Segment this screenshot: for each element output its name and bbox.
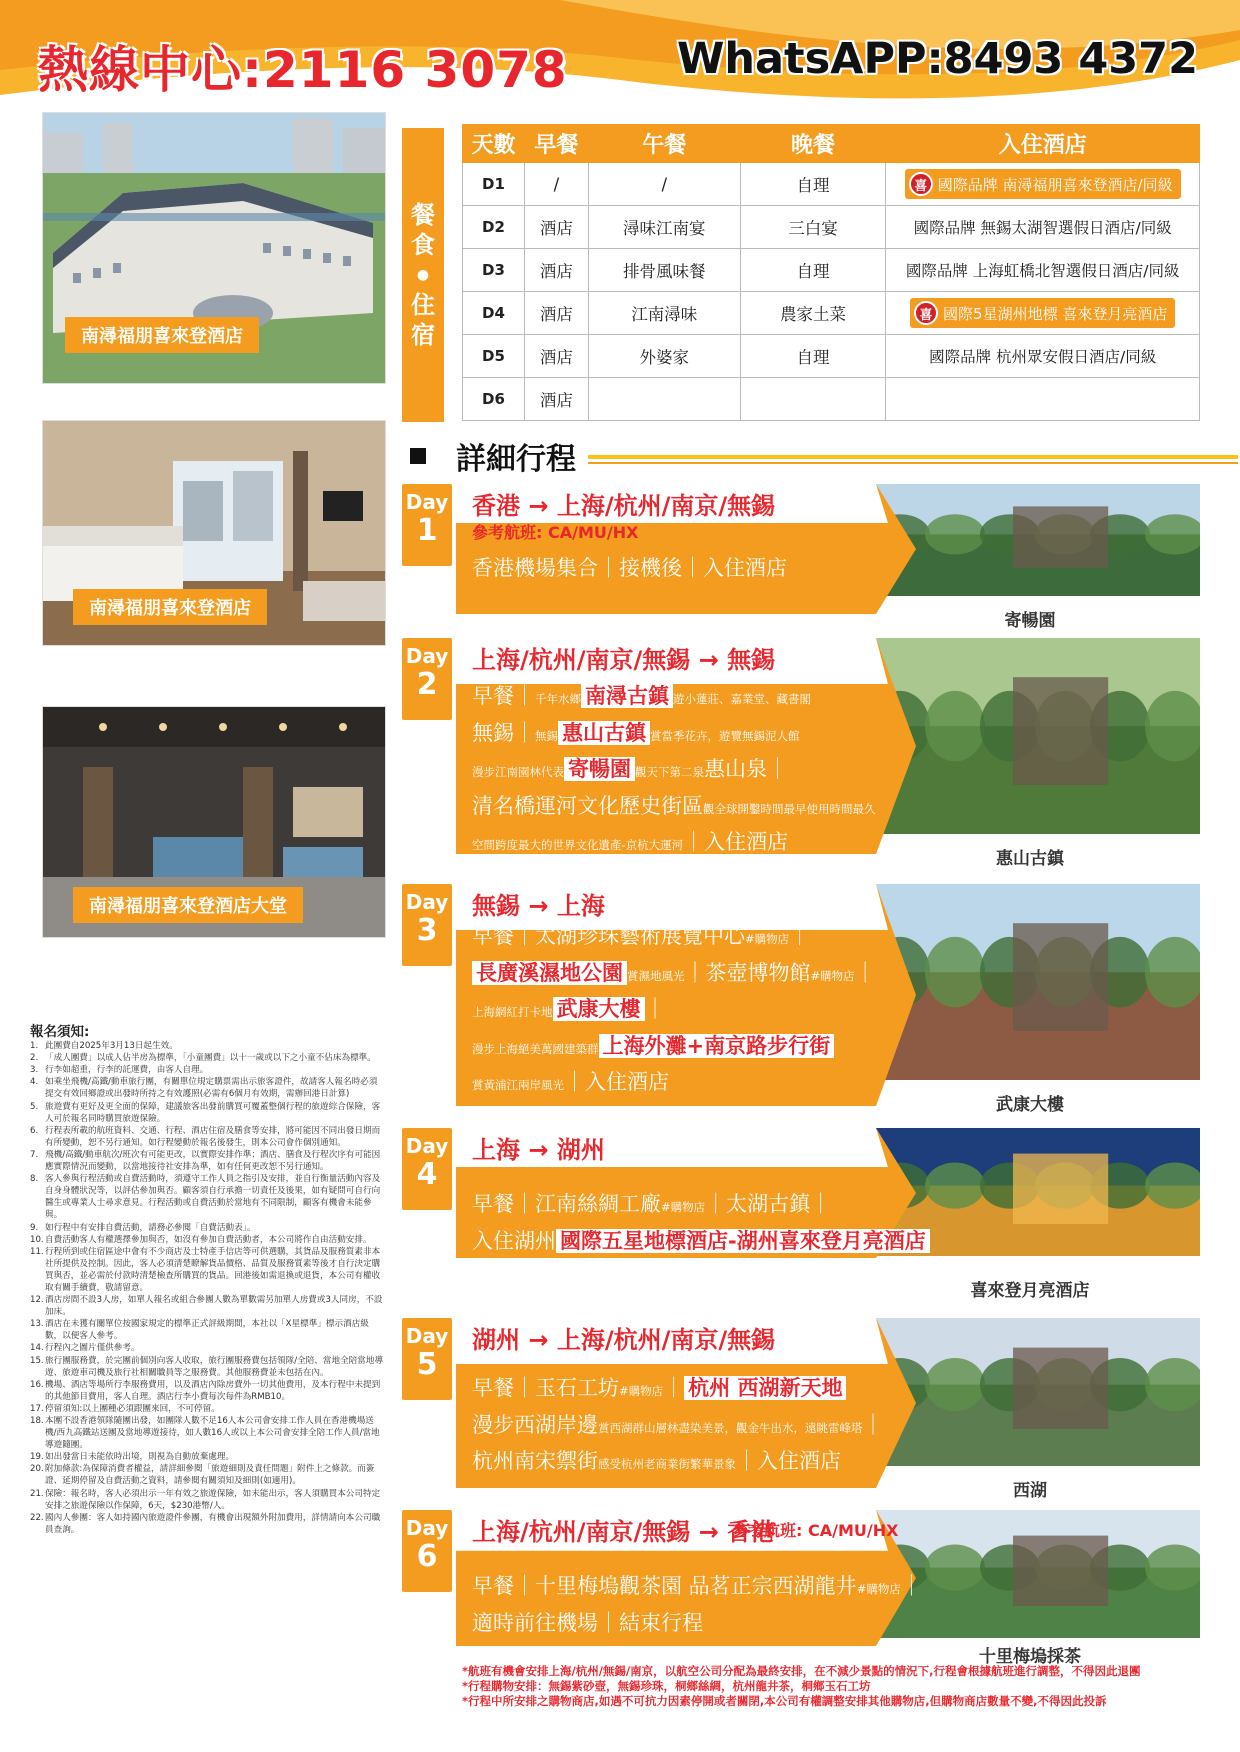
day-line [472,1066,876,1103]
day-badge-number: 3 [416,913,438,948]
hotel-logo-icon: 喜 [909,172,933,196]
note-item: 18. 本團不設香港領隊隨團出發，如團隊人數不足16人本公司會安排工作人員在香港機場送機/西九高鐵站送團及當地導遊接待，如人數16人或以上本公司會安排全陪工作人員/當地導遊隨團。 [30,1416,380,1451]
day-badge-number: 5 [416,1347,438,1382]
highlight-attraction: 寄暢園 [564,757,635,781]
day-text: 適時前往機場｜結束行程 [472,1610,703,1635]
meal-day-cell: D6 [463,378,525,421]
day-line [472,753,876,790]
day-badge [402,638,452,720]
meal-dinner-cell [740,378,886,421]
day-badge-label: Day [405,1516,449,1540]
day-text: 早餐｜太湖珍珠藝術展覽中心 [472,924,745,948]
day-text: 賞西湖群山層林盡染美景，觀金牛出水，遠眺雷峰塔 [598,1420,863,1435]
day-description [472,1570,922,1640]
day-text: #購物店 [661,1200,706,1214]
day-block [402,484,1200,631]
meal-breakfast-cell: 酒店 [524,378,588,421]
day-text: ｜茶壺博物館 [684,960,811,985]
hotel-exterior-photo [42,112,386,384]
meal-hotel-cell [886,335,1200,378]
day-flight-ref: 參考航班: CA/MU/HX [732,1521,899,1540]
day-line [472,1409,884,1446]
hotel-lobby-photo [42,706,386,938]
itinerary-heading-text: 詳細行程 [456,442,576,477]
meal-side-char: ● [416,267,430,283]
heading-rule [588,455,1238,459]
day-text: 觀天下第二泉 [635,765,704,779]
hotel-room-photo [42,420,386,646]
day-text: #購物店 [810,968,855,983]
day-block [402,1318,1200,1501]
day-badge-label: Day [405,1134,449,1158]
meal-day-cell: D5 [463,335,525,378]
day-text: 早餐｜十里梅塢觀茶園 品茗正宗西湖龍井 [472,1574,857,1598]
day-line [472,957,876,994]
meal-hotel-cell [886,378,1200,421]
day-text: 空間跨度最大的世界文化遺產-京杭大運河 [472,838,684,852]
day-line [472,993,876,1030]
meal-hotel-cell [886,206,1200,249]
day-title: 無錫 → 上海 [472,892,605,920]
note-item: 12. 酒店房間不設3人房，如單人報名或組合參團人數為單數需另加單人房費或3人同房，不設加床。 [30,1295,383,1318]
day-line [472,680,876,717]
footer-note-line: *航班有機會安排上海/杭州/無錫/南京，以航空公司分配為最終安排，在不減少景點的情況下,行程會根據航班進行調整，不得因此退團 [462,1664,1141,1678]
day-line [472,1607,922,1641]
meal-lunch-cell: 江南潯味 [588,292,740,335]
meal-day-cell: D3 [463,249,525,292]
day-photo-label: 武康大樓 [996,1095,1064,1115]
day-text: 早餐｜玉石工坊 [472,1376,619,1400]
day-badge [402,884,452,966]
notes-list [30,1040,384,1536]
day-text: ｜ [644,997,666,1021]
note-item: 20. 附加條款:為保障消費者權益，請詳細參閱「旅遊細則及責任問題」附件上之條款。而簽證、延期停留及自費活動之資料，請參閱有關須知及細則(如適用)。 [30,1464,375,1487]
day-line [472,826,876,863]
day-text: ｜ [862,1412,884,1437]
day-block [402,1128,1200,1301]
highlight-attraction: 武康大樓 [553,997,645,1021]
meal-table-body [463,163,1200,421]
day-text: ｜太湖古鎮｜ [705,1192,832,1216]
photo-caption: 南潯福朋喜來登酒店大堂 [73,887,303,923]
meal-row [463,378,1200,421]
notes-title: 報名須知: [30,1024,90,1040]
meal-lunch-cell: 潯味江南宴 [588,206,740,249]
meal-dinner-cell: 農家土菜 [740,292,886,335]
meal-lunch-cell: 外婆家 [588,335,740,378]
meal-day-cell: D4 [463,292,525,335]
hotel-name: 國際品牌 杭州眾安假日酒店/同級 [929,348,1157,366]
hotline-number: 熱線中心:2116 3078 [38,41,568,99]
day-text: ｜ [900,1574,922,1598]
note-item: 17. 停留須知:以上團種必須跟團來回，不可停留。 [30,1403,220,1414]
meal-side-char: 餐 [411,201,435,229]
day-text: 早餐｜ [472,684,535,708]
day-line [472,717,876,754]
day-text: 無錫 [535,728,558,743]
day-badge [402,484,452,566]
day-line [472,552,787,586]
day-description [472,680,876,863]
day-badge [402,1318,452,1400]
meal-breakfast-cell: 酒店 [524,249,588,292]
day-photo-label: 喜來登月亮酒店 [970,1281,1090,1301]
hotel-logo-icon: 喜 [914,301,938,325]
meal-hotel-cell [886,292,1200,335]
highlight-attraction: 杭州 西湖新天地 [684,1376,846,1400]
day-text: ｜入住酒店 [736,1449,841,1473]
day-text: 賞濕地風光 [627,968,685,983]
meal-breakfast-cell: 酒店 [524,335,588,378]
meal-hotel-cell [886,163,1200,206]
meal-row [463,206,1200,249]
note-item: 5. 旅遊費有更好及更全面的保障，建議旅客出發前購買可覆蓋整個行程的旅遊綜合保險，客人可於報名同時購買旅遊保險。 [30,1101,381,1124]
featured-hotel-tag [905,169,1181,199]
day-line [472,1445,884,1482]
day-text: 香港機場集合｜接機後｜入住酒店 [472,556,787,580]
day-text: 惠山泉｜ [704,757,788,781]
photo-caption: 南潯福朋喜來登酒店 [73,589,267,625]
day-text: 遊小蓮莊、嘉業堂、藏書閣 [673,692,811,706]
day-text: ｜ [789,924,811,948]
day-block [402,1510,1200,1667]
day-title: 上海 → 湖州 [472,1136,605,1164]
day-photo-label: 寄暢園 [1004,611,1056,631]
day-text: ｜ [663,1376,685,1400]
day-block [402,638,1200,869]
day-block [402,884,1200,1115]
day-badge-number: 6 [416,1539,438,1574]
note-item: 14. 行程內之圖片僅供參考。 [30,1343,140,1354]
day-line [472,1372,884,1409]
col-header-day: 天數 [463,125,525,163]
day-line [472,790,876,827]
note-item: 4. 如乘坐飛機/高鐵/動車旅行團，有關單位規定購票需出示旅客證件，故請客人報名時必須提交有效回鄉證或出發時所持之有效護照(必需有6個月有效期，需辦回港日計算) [30,1077,378,1100]
note-item: 10. 自費活動客人有權選擇參加與否，如沒有參加自費活動者，本公司將作自由活動安排。 [30,1234,372,1245]
featured-hotel-tag [910,298,1175,328]
note-item: 3. 行李如超重，行李的託運費，由客人自理。 [30,1065,209,1076]
meal-lunch-cell [588,378,740,421]
note-item: 19. 如出發當日未能依時出境，則視為自動放棄處理。 [30,1452,235,1463]
meal-dinner-cell: 自理 [740,335,886,378]
meal-side-char: 食 [411,231,435,259]
day-text: 入住湖州 [472,1228,556,1253]
day-text: 可自由漫步太湖岸邊，賞太湖風光 [472,1262,787,1286]
day-text: ｜入住酒店 [683,830,789,854]
note-item: 16. 機場、酒店等場所行李服務費用，以及酒店內除房費外一切其他費用，及本行程中未提到的其他節目費用，客人自理。酒店行李小費每次每件為RMB10。 [30,1379,381,1402]
col-header-hotel: 入住酒店 [886,125,1200,163]
footer-note-line: *行程購物安排：無錫紫砂壺，無錫珍珠，桐鄉絲綢，杭州龍井茶，桐鄉玉石工坊 [462,1679,871,1693]
day-line [472,1570,922,1607]
note-item: 8. 客人參與行程活動或自費活動時，須遵守工作人員之指引及安排，並自行衡量活動內容及自身身體狀況等，以評估參加與否。顧客須自行承擔一切責任及後果，如有疑問可自行向醫生或專業人士尋求意見。行程活動或自費活動於當地有不同限制，顧客有機會未能參與。 [30,1174,381,1221]
square-bullet-icon [410,448,426,464]
col-header-breakfast: 早餐 [524,125,588,163]
meal-lunch-cell: 排骨風味餐 [588,249,740,292]
day-text: 賞當季花卉，遊覽無錫泥人館 [650,728,800,743]
day-text: 感受杭州老商業街繁華景象 [598,1457,736,1471]
day-line [472,920,876,957]
day-photo-label: 十里梅塢採茶 [979,1647,1081,1667]
day-badge-number: 4 [416,1157,438,1192]
footer-notes [462,1664,1202,1709]
day-text: 無錫｜ [472,720,535,745]
day-description [472,552,787,586]
footer-note-line: *行程中所安排之購物商店,如遇不可抗力因素停開或者關閉,本公司有權調整安排其他購物店,但購物商店數量不變,不得因此投訴 [462,1694,1107,1708]
day-text: 漫步西湖岸邊 [472,1412,598,1437]
day-photo-label: 惠山古鎮 [996,849,1064,869]
day-badge [402,1128,452,1210]
col-header-dinner: 晚餐 [740,125,886,163]
day-text: 上海網紅打卡地 [472,1005,553,1019]
meal-row [463,163,1200,206]
meal-hotel-cell [886,249,1200,292]
itinerary-heading [410,434,576,478]
day-badge-label: Day [405,890,449,914]
day-title: 湖州 → 上海/杭州/南京/無錫 [472,1326,776,1354]
day-line [472,1188,930,1225]
meal-table-header [463,125,1200,163]
note-item: 21. 保險：報名時，客人必須出示一年有效之旅遊保險，如未能出示，客人須購買本公司特定安排之旅遊保險以作保障，6天，$230港幣/人。 [30,1488,381,1511]
day-title: 上海/杭州/南京/無錫 → 無錫 [472,646,776,674]
day-badge-label: Day [405,1324,449,1348]
highlight-attraction: 惠山古鎮 [558,721,650,745]
day-badge-number: 2 [416,667,438,702]
day-photo-label: 西湖 [1013,1481,1047,1501]
hotel-name: 國際品牌 上海虹橋北智選假日酒店/同級 [905,262,1180,280]
day-flight-ref: 參考航班: CA/MU/HX [472,523,639,542]
meal-row [463,335,1200,378]
day-description [472,1372,884,1482]
day-text: #購物店 [745,932,790,946]
day-description [472,920,876,1103]
day-text: #購物店 [619,1384,664,1398]
note-item: 13. 酒店在未獲有關單位按國家規定的標準正式評級期間，本社以「X星標準」標示酒店級數，以便客人參考。 [30,1319,369,1342]
day-badge-label: Day [405,490,449,514]
note-item: 11. 行程所到或住宿區途中會有不少商店及士特產手信店等可供選購，其貨品及服務質素非本社所提供及控制。因此，客人必須清楚瞭解貨品價格、品質及服務質素等後才自行決定購買與否，並必需於付款時清楚檢查所購買的貨品。回港後如需退換或退貨，本公司有權收取有關手續費，敬請留意。 [30,1246,381,1293]
meal-dinner-cell: 自理 [740,249,886,292]
day-text: 杭州南宋禦街 [472,1449,598,1473]
highlight-attraction: 長廣溪濕地公園 [472,961,627,985]
note-item: 6. 行程表所載的航班資料、交通、行程、酒店住宿及膳食等安排，將可能因不同出發日期而有所變動，恕不另行通知。如行程變動於報名後發生，則本公司會作個別通知。 [30,1125,381,1148]
meal-day-cell: D1 [463,163,525,206]
meal-side-label [402,128,444,422]
day-text: #購物店 [856,1582,901,1596]
meal-row [463,292,1200,335]
day-text: 賞黃浦江兩岸風光 [472,1078,564,1092]
day-badge-number: 1 [416,513,438,548]
meal-breakfast-cell: 酒店 [524,292,588,335]
hotel-name: 國際品牌 無錫太湖智選假日酒店/同級 [913,219,1172,237]
highlight-attraction: 上海外灘+南京路步行街 [599,1034,835,1058]
day-text: 千年水鄉 [535,692,581,706]
highlight-attraction: 國際五星地標酒店-湖州喜來登月亮酒店 [556,1229,930,1253]
meal-breakfast-cell: / [524,163,588,206]
day-text: 清名橋運河文化歷史街區 [472,793,703,818]
meal-row [463,249,1200,292]
hotel-name: 國際品牌 南潯福朋喜來登酒店/同級 [937,175,1173,194]
day-text: 漫步江南園林代表 [472,765,564,779]
day-line [472,1225,930,1259]
highlight-attraction: 南潯古鎮 [581,684,673,708]
note-item: 15. 旅行團服務費，於完團前個別向客人收取，旅行團服務費包括領隊/全陪、當地全陪當地導遊、旅遊車司機及旅行社相關職員等之服務費。其他服務費並未包括在內。 [30,1355,384,1378]
col-header-lunch: 午餐 [588,125,740,163]
note-item: 9. 如行程中有安排自費活動，請務必參閱「自費活動表」。 [30,1222,256,1233]
whatsapp-number: WhatsAPP:8493 4372 [676,34,1198,84]
registration-notes [30,1026,384,1536]
meal-day-cell: D2 [463,206,525,249]
day-text: 漫步上海絕美萬國建築群 [472,1041,599,1056]
day-text: ｜入住酒店 [564,1070,669,1094]
meal-table [462,124,1200,421]
day-line [472,1030,876,1067]
meal-lunch-cell: / [588,163,740,206]
meal-dinner-cell: 三白宴 [740,206,886,249]
hotel-name: 國際5星湖州地標 喜來登月亮酒店 [943,304,1168,323]
day-title: 上海/杭州/南京/無錫 → 香港 [472,1518,776,1546]
note-item: 22. 國內人參團：客人如持國內旅遊證件參團，有機會出現額外附加費用，詳情請向本公司職員查詢。 [30,1512,381,1535]
note-item: 2. 「成人團費」以成人佔半房為標準，「小童團費」以十一歲或以下之小童不佔床為標準。 [30,1053,376,1064]
meal-side-char: 住 [411,291,435,319]
meal-side-char: 宿 [411,321,435,349]
day-text: ｜ [854,960,876,985]
photo-caption: 南潯福朋喜來登酒店 [65,317,259,353]
meal-breakfast-cell: 酒店 [524,206,588,249]
note-item: 1. 此團費自2025年3月13日起生效。 [30,1041,178,1052]
day-title: 香港 → 上海/杭州/南京/無錫 [472,492,776,520]
note-item: 7. 飛機/高鐵/動車航次/班次有可能更改，以實際安排作準；酒店、膳食及行程次序有可能因應實際情況而變動，以當地接待社安排為準，如有任何更改恕不另行通知。 [30,1149,381,1173]
day-text: 觀全球開鑿時間最早使用時間最久 [703,801,876,816]
day-badge [402,1510,452,1592]
day-text: 早餐｜江南絲綢工廠 [472,1192,661,1216]
day-badge-label: Day [405,644,449,668]
meal-dinner-cell: 自理 [740,163,886,206]
heading-rule [588,462,1238,464]
